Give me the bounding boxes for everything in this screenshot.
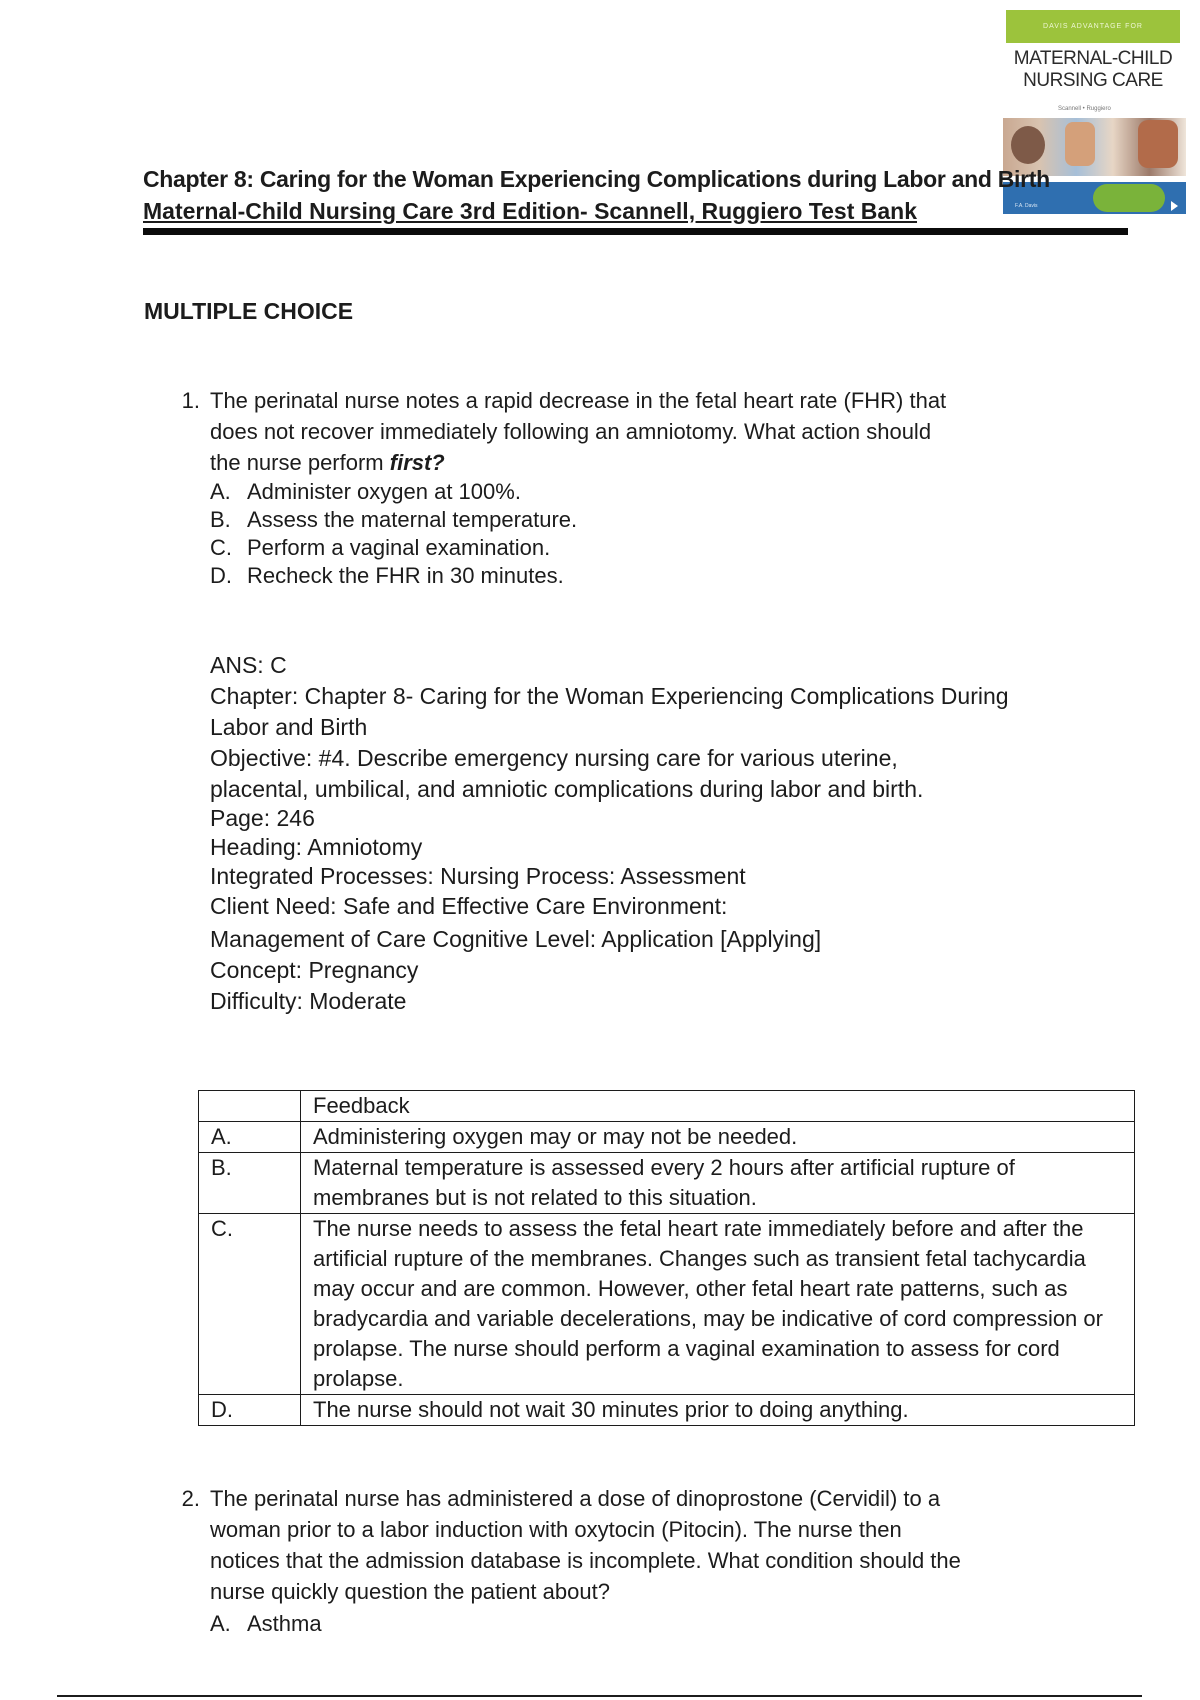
cover-title-line2: NURSING CARE (1023, 70, 1163, 91)
question-text-line: woman prior to a labor induction with oxytocin (Pitocin). The nurse then (210, 1517, 902, 1542)
table-row (199, 1153, 1135, 1214)
question-text-line: nurse quickly question the patient about? (210, 1579, 610, 1604)
emphasis-first: first? (389, 450, 445, 475)
feedback-table (198, 1090, 1135, 1426)
answer-meta-line: Concept: Pregnancy (210, 957, 419, 983)
feedback-text: The nurse should not wait 30 minutes prior to doing anything. (301, 1395, 1135, 1426)
feedback-text: Administering oxygen may or may not be needed. (301, 1122, 1135, 1153)
feedback-letter: A. (199, 1122, 301, 1153)
answer-meta-line: placental, umbilical, and amniotic complications during labor and birth. (210, 776, 924, 802)
question-number: 1. (181, 388, 200, 413)
table-row (199, 1395, 1135, 1426)
feedback-letter: B. (199, 1153, 301, 1214)
cover-badge-icon (1093, 184, 1165, 212)
answer-meta-line: Objective: #4. Describe emergency nursing care for various uterine, (210, 745, 898, 771)
table-cell (199, 1091, 301, 1122)
feedback-text: The nurse needs to assess the fetal heart rate immediately before and after the artificial rupture of the membranes. Changes such as transient fetal tachycardia may occur and are common. However, other fetal heart rate patterns, such as bradycardia and variable decelerations, may be indicative of cord compression or prolapse. The nurse should perform a vaginal examination to assess for cord prolapse. (301, 1214, 1135, 1395)
table-row (199, 1122, 1135, 1153)
question-text-line: the nurse perform first? (210, 450, 445, 475)
question-text-line: The perinatal nurse notes a rapid decrease in the fetal heart rate (FHR) that (210, 388, 947, 413)
cover-title-line1: MATERNAL-CHILD (1013, 48, 1173, 69)
question-text-line: notices that the admission database is incomplete. What condition should the (210, 1548, 961, 1573)
table-row (199, 1214, 1135, 1395)
header-divider (143, 228, 1128, 235)
answer-option[interactable]: D. Recheck the FHR in 30 minutes. (210, 563, 564, 588)
cover-tagline: DAVIS ADVANTAGE FOR (1006, 10, 1180, 43)
answer-meta-line: Chapter: Chapter 8- Caring for the Woman Experiencing Complications During (210, 683, 1009, 709)
answer-meta-line: Page: 246 (210, 805, 315, 831)
cover-photo-person (1011, 126, 1045, 164)
book-title: Maternal-Child Nursing Care 3rd Edition- Scannell, Ruggiero Test Bank (143, 198, 918, 224)
table-header-cell: Feedback (301, 1091, 1135, 1122)
answer-option[interactable]: A. Administer oxygen at 100%. (210, 479, 521, 504)
answer-meta-line: Client Need: Safe and Effective Care Environment: (210, 893, 728, 919)
answer-option[interactable]: A. Asthma (210, 1611, 322, 1636)
cover-publisher: F.A. Davis (1015, 203, 1038, 209)
feedback-letter: C. (199, 1214, 301, 1395)
answer-option[interactable]: C. Perform a vaginal examination. (210, 535, 551, 560)
cover-photo-person (1138, 120, 1178, 168)
answer-key: ANS: C (210, 652, 287, 678)
feedback-text: Maternal temperature is assessed every 2 hours after artificial rupture of membranes but is not related to this situation. (301, 1153, 1135, 1214)
question-text-line: does not recover immediately following an amniotomy. What action should (210, 419, 932, 444)
footer-divider (57, 1695, 1142, 1697)
answer-meta-line: Heading: Amniotomy (210, 834, 423, 860)
feedback-letter: D. (199, 1395, 301, 1426)
question-number: 2. (181, 1486, 200, 1511)
chapter-title: Chapter 8: Caring for the Woman Experiencing Complications during Labor and Birth (143, 166, 1050, 192)
answer-meta-line: Difficulty: Moderate (210, 988, 407, 1014)
question-text-line: The perinatal nurse has administered a dose of dinoprostone (Cervidil) to a (210, 1486, 941, 1511)
play-arrow-icon (1171, 201, 1178, 211)
answer-meta-line: Integrated Processes: Nursing Process: Assessment (210, 863, 746, 889)
table-header-row (199, 1091, 1135, 1122)
cover-authors: Scannell • Ruggiero (1058, 106, 1111, 112)
answer-meta-line: Labor and Birth (210, 714, 368, 740)
section-title: MULTIPLE CHOICE (144, 298, 354, 324)
answer-option[interactable]: B. Assess the maternal temperature. (210, 507, 578, 532)
cover-photo-person (1065, 122, 1095, 166)
answer-meta-line: Management of Care Cognitive Level: Application [Applying] (210, 926, 822, 952)
